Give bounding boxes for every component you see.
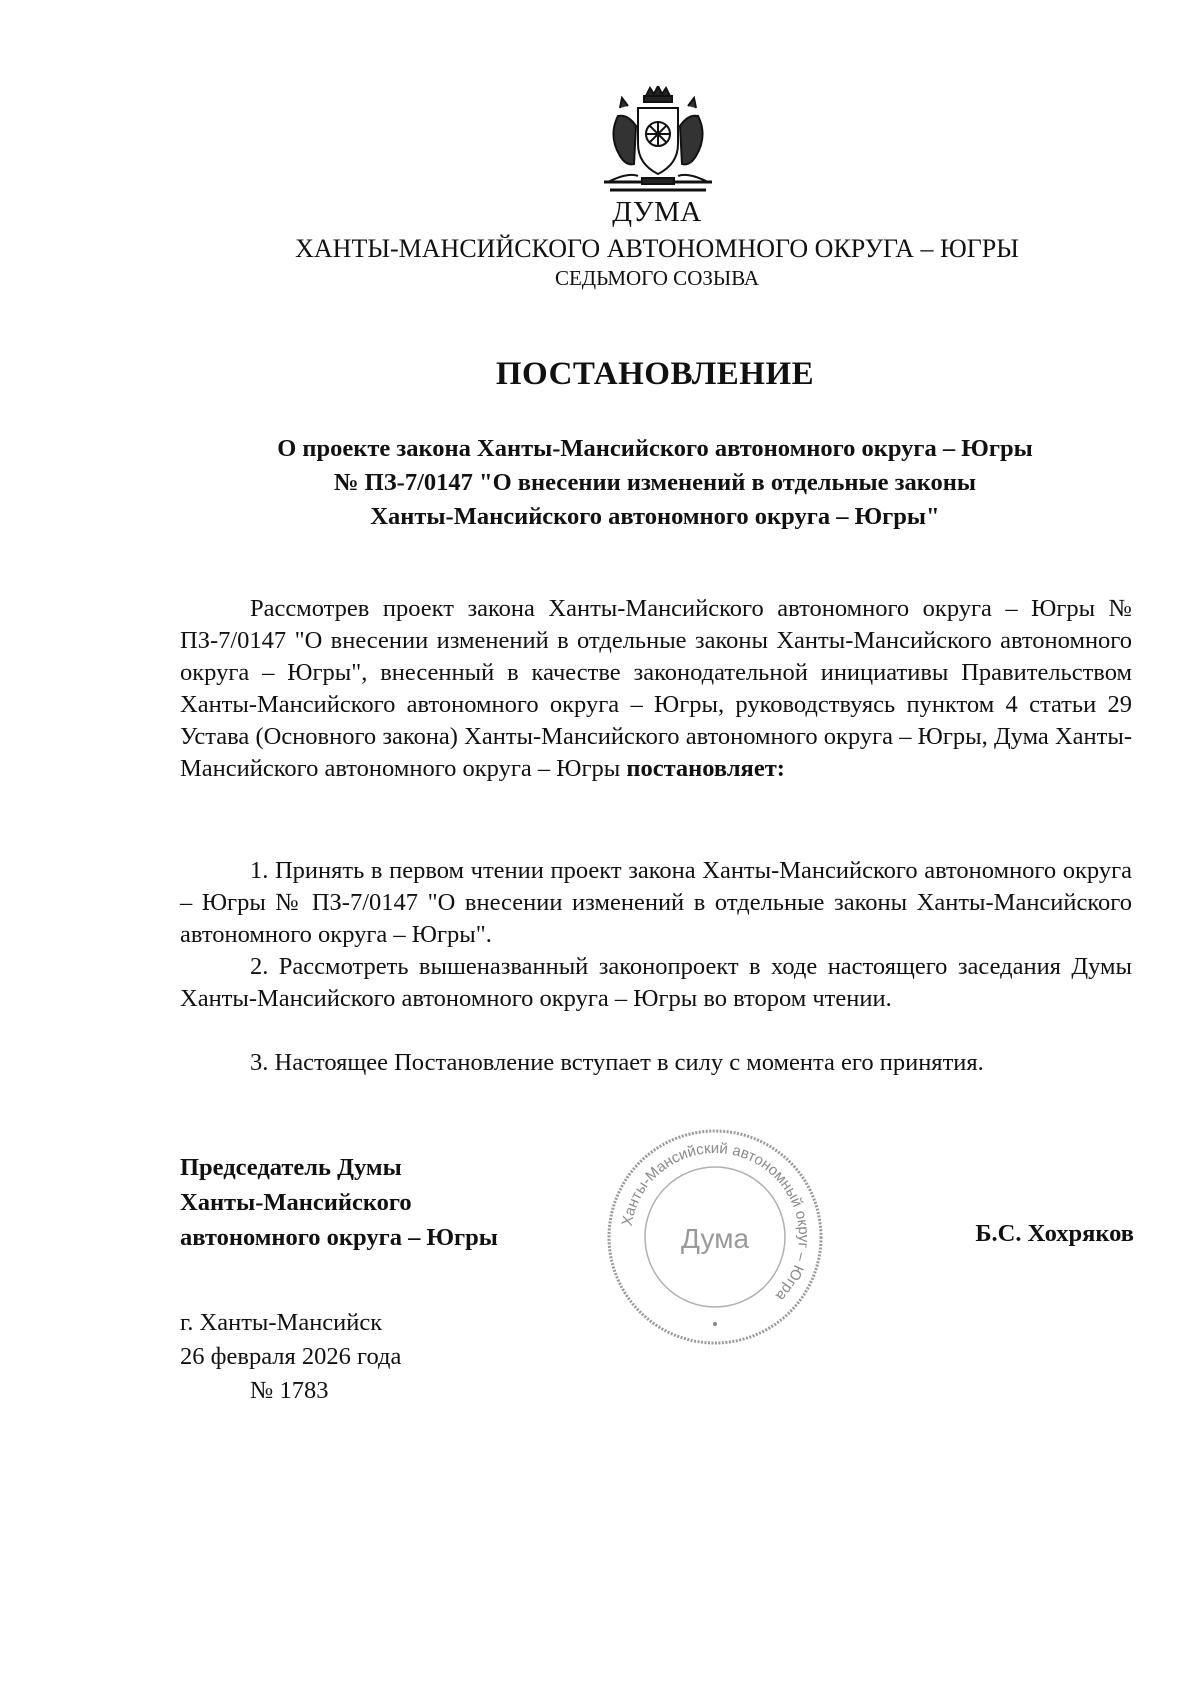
signatory-title-line: Ханты-Мансийского — [180, 1189, 412, 1216]
subject-line: О проекте закона Ханты-Мансийского автономного округа – Югры — [277, 435, 1033, 462]
preamble-text: Рассмотрев проект закона Ханты-Мансийского автономного округа – Югры № ПЗ-7/0147 "О внесении изменений в отдельные законы Ханты-Мансийского автономного округа – Югры", внесенный в качестве законодательной инициативы Правительством Ханты-Мансийского автономного округа – Югры, руководствуясь пунктом 4 статьи 29 Устава (Основного закона) Ханты-Мансийского автономного округа – Югры, Дума Ханты-Мансийского автономного округа – Югры — [180, 595, 1132, 782]
resolution-item-3: 3. Настоящее Постановление вступает в силу с момента его принятия. — [250, 1049, 984, 1076]
signatory-title — [180, 1150, 498, 1255]
document-title: ПОСТАНОВЛЕНИЕ — [495, 356, 815, 392]
document-number: № 1783 — [250, 1377, 329, 1404]
issue-date: 26 февраля 2026 года — [180, 1343, 402, 1370]
document-subject — [150, 432, 1160, 534]
issue-place: г. Ханты-Мансийск — [180, 1309, 383, 1336]
preamble-paragraph — [180, 593, 1132, 785]
resolution-item-2: 2. Рассмотреть вышеназванный законопроект в ходе настоящего заседания Думы Ханты-Мансийского автономного округа – Югры во втором чтении. — [180, 953, 1132, 1012]
stamp-center-text: Дума — [680, 1223, 750, 1254]
subject-line: № ПЗ-7/0147 "О внесении изменений в отдельные законы — [333, 469, 977, 496]
duma-heading: ДУМА — [612, 196, 702, 228]
place-and-date — [180, 1306, 401, 1408]
subject-line: Ханты-Мансийского автономного округа – Югры" — [370, 503, 940, 530]
organization-name: ХАНТЫ-МАНСИЙСКОГО АВТОНОМНОГО ОКРУГА – ЮГРЫ — [295, 234, 1019, 263]
stamp-ring-textpath: Ханты-Мансийский автономный округ – Югра — [618, 1139, 813, 1305]
convocation-label: СЕДЬМОГО СОЗЫВА — [554, 266, 760, 290]
signatory-name: Б.С. Хохряков — [975, 1220, 1134, 1247]
official-stamp — [604, 1126, 826, 1348]
signatory-title-line: автономного округа – Югры — [180, 1224, 498, 1251]
coat-of-arms-icon — [598, 86, 718, 198]
resolution-item-1: 1. Принять в первом чтении проект закона Ханты-Мансийского автономного округа – Югры № ПЗ-7/0147 "О внесении изменений в отдельные законы Ханты-Мансийского автономного округа – Югры". — [180, 857, 1132, 948]
signatory-title-line: Председатель Думы — [180, 1154, 402, 1181]
resolves-word: постановляет: — [626, 755, 785, 782]
